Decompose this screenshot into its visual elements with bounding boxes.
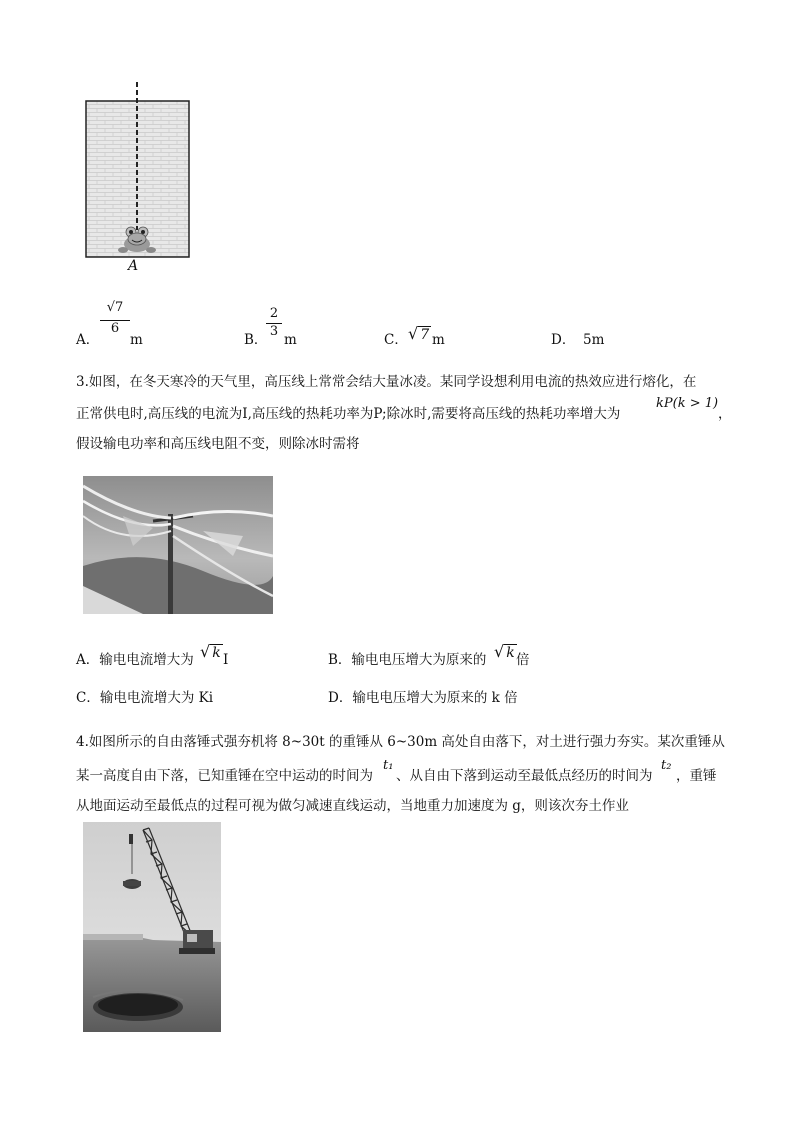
q4-line-2-b: 、从自由下落到运动至最低点经历的时间为 (396, 768, 653, 784)
brick-wall-figure (85, 80, 195, 280)
option-a-denominator: 6 (100, 320, 130, 337)
option-a-numerator: √7 (106, 300, 124, 315)
q3-math-kp: kP(k > 1) (656, 396, 719, 411)
option-a-unit: m (130, 332, 143, 348)
option-b-denominator: 3 (266, 323, 282, 340)
option-b-fraction (266, 306, 282, 340)
q3-line-3: 假设输电功率和高压线电阻不变，则除冰时需将 (76, 436, 360, 452)
q3-option-a: A．输电电流增大为 (76, 652, 194, 668)
option-b-numerator: 2 (269, 306, 279, 321)
point-label-a: A (128, 258, 139, 274)
q3-option-b-radicand: k (506, 645, 515, 661)
q3-line-2: 正常供电时,高压线的电流为I,高压线的热耗功率为P;除冰时,需要将高压线的热耗功率增大为 (76, 406, 621, 422)
q3-option-d: D．输电电压增大为原来的 k 倍 (328, 690, 518, 706)
dynamic-compaction-crane-image (83, 822, 221, 1032)
q4-line-3: 从地面运动至最低点的过程可视为做匀减速直线运动，当地重力加速度为 g，则该次夯土作业 (76, 798, 629, 814)
q3-option-b-radical: √ k (494, 642, 515, 661)
q3-option-b-tail: 倍 (516, 652, 530, 668)
q3-option-c: C．输电电流增大为 Ki (76, 690, 214, 706)
option-a-fraction (100, 300, 130, 337)
option-a-letter: A． (76, 332, 100, 348)
option-c-radicand: 7 (420, 327, 430, 343)
q4-line-2-a: 某一高度自由下落，已知重锤在空中运动的时间为 (76, 768, 373, 784)
q3-option-a-radical: √ k (200, 642, 221, 661)
power-line-photo (83, 476, 273, 614)
q3-line-2-tail: ， (718, 406, 732, 422)
option-d-letter: D． (551, 332, 576, 348)
option-b-unit: m (284, 332, 297, 348)
q4-t2: t₂ (661, 758, 672, 773)
option-c-unit: m (432, 332, 445, 348)
q3-option-a-tail: I (223, 652, 229, 668)
ice-power-line-image (83, 476, 273, 614)
option-b-letter: B． (244, 332, 268, 348)
q4-line-2-c: ，重锤 (676, 768, 717, 784)
q3-option-a-radicand: k (212, 645, 221, 661)
q3-line-1: 3.如图，在冬天寒冷的天气里，高压线上常常会结大量冰凌。某同学设想利用电流的热效应进行熔化，在 (76, 374, 697, 390)
brick-wall-illustration (85, 80, 195, 280)
crane-photo (83, 822, 221, 1032)
option-c-radical: √ 7 (408, 324, 430, 343)
option-d-text: 5m (583, 332, 605, 348)
q4-line-1: 4.如图所示的自由落锤式强夯机将 8~30t 的重锤从 6~30m 高处自由落下，对土进行强力夯实。某次重锤从 (76, 734, 725, 750)
q4-t1: t₁ (383, 758, 394, 773)
q3-option-b: B．输电电压增大为原来的 (328, 652, 487, 668)
option-c-letter: C． (384, 332, 408, 348)
